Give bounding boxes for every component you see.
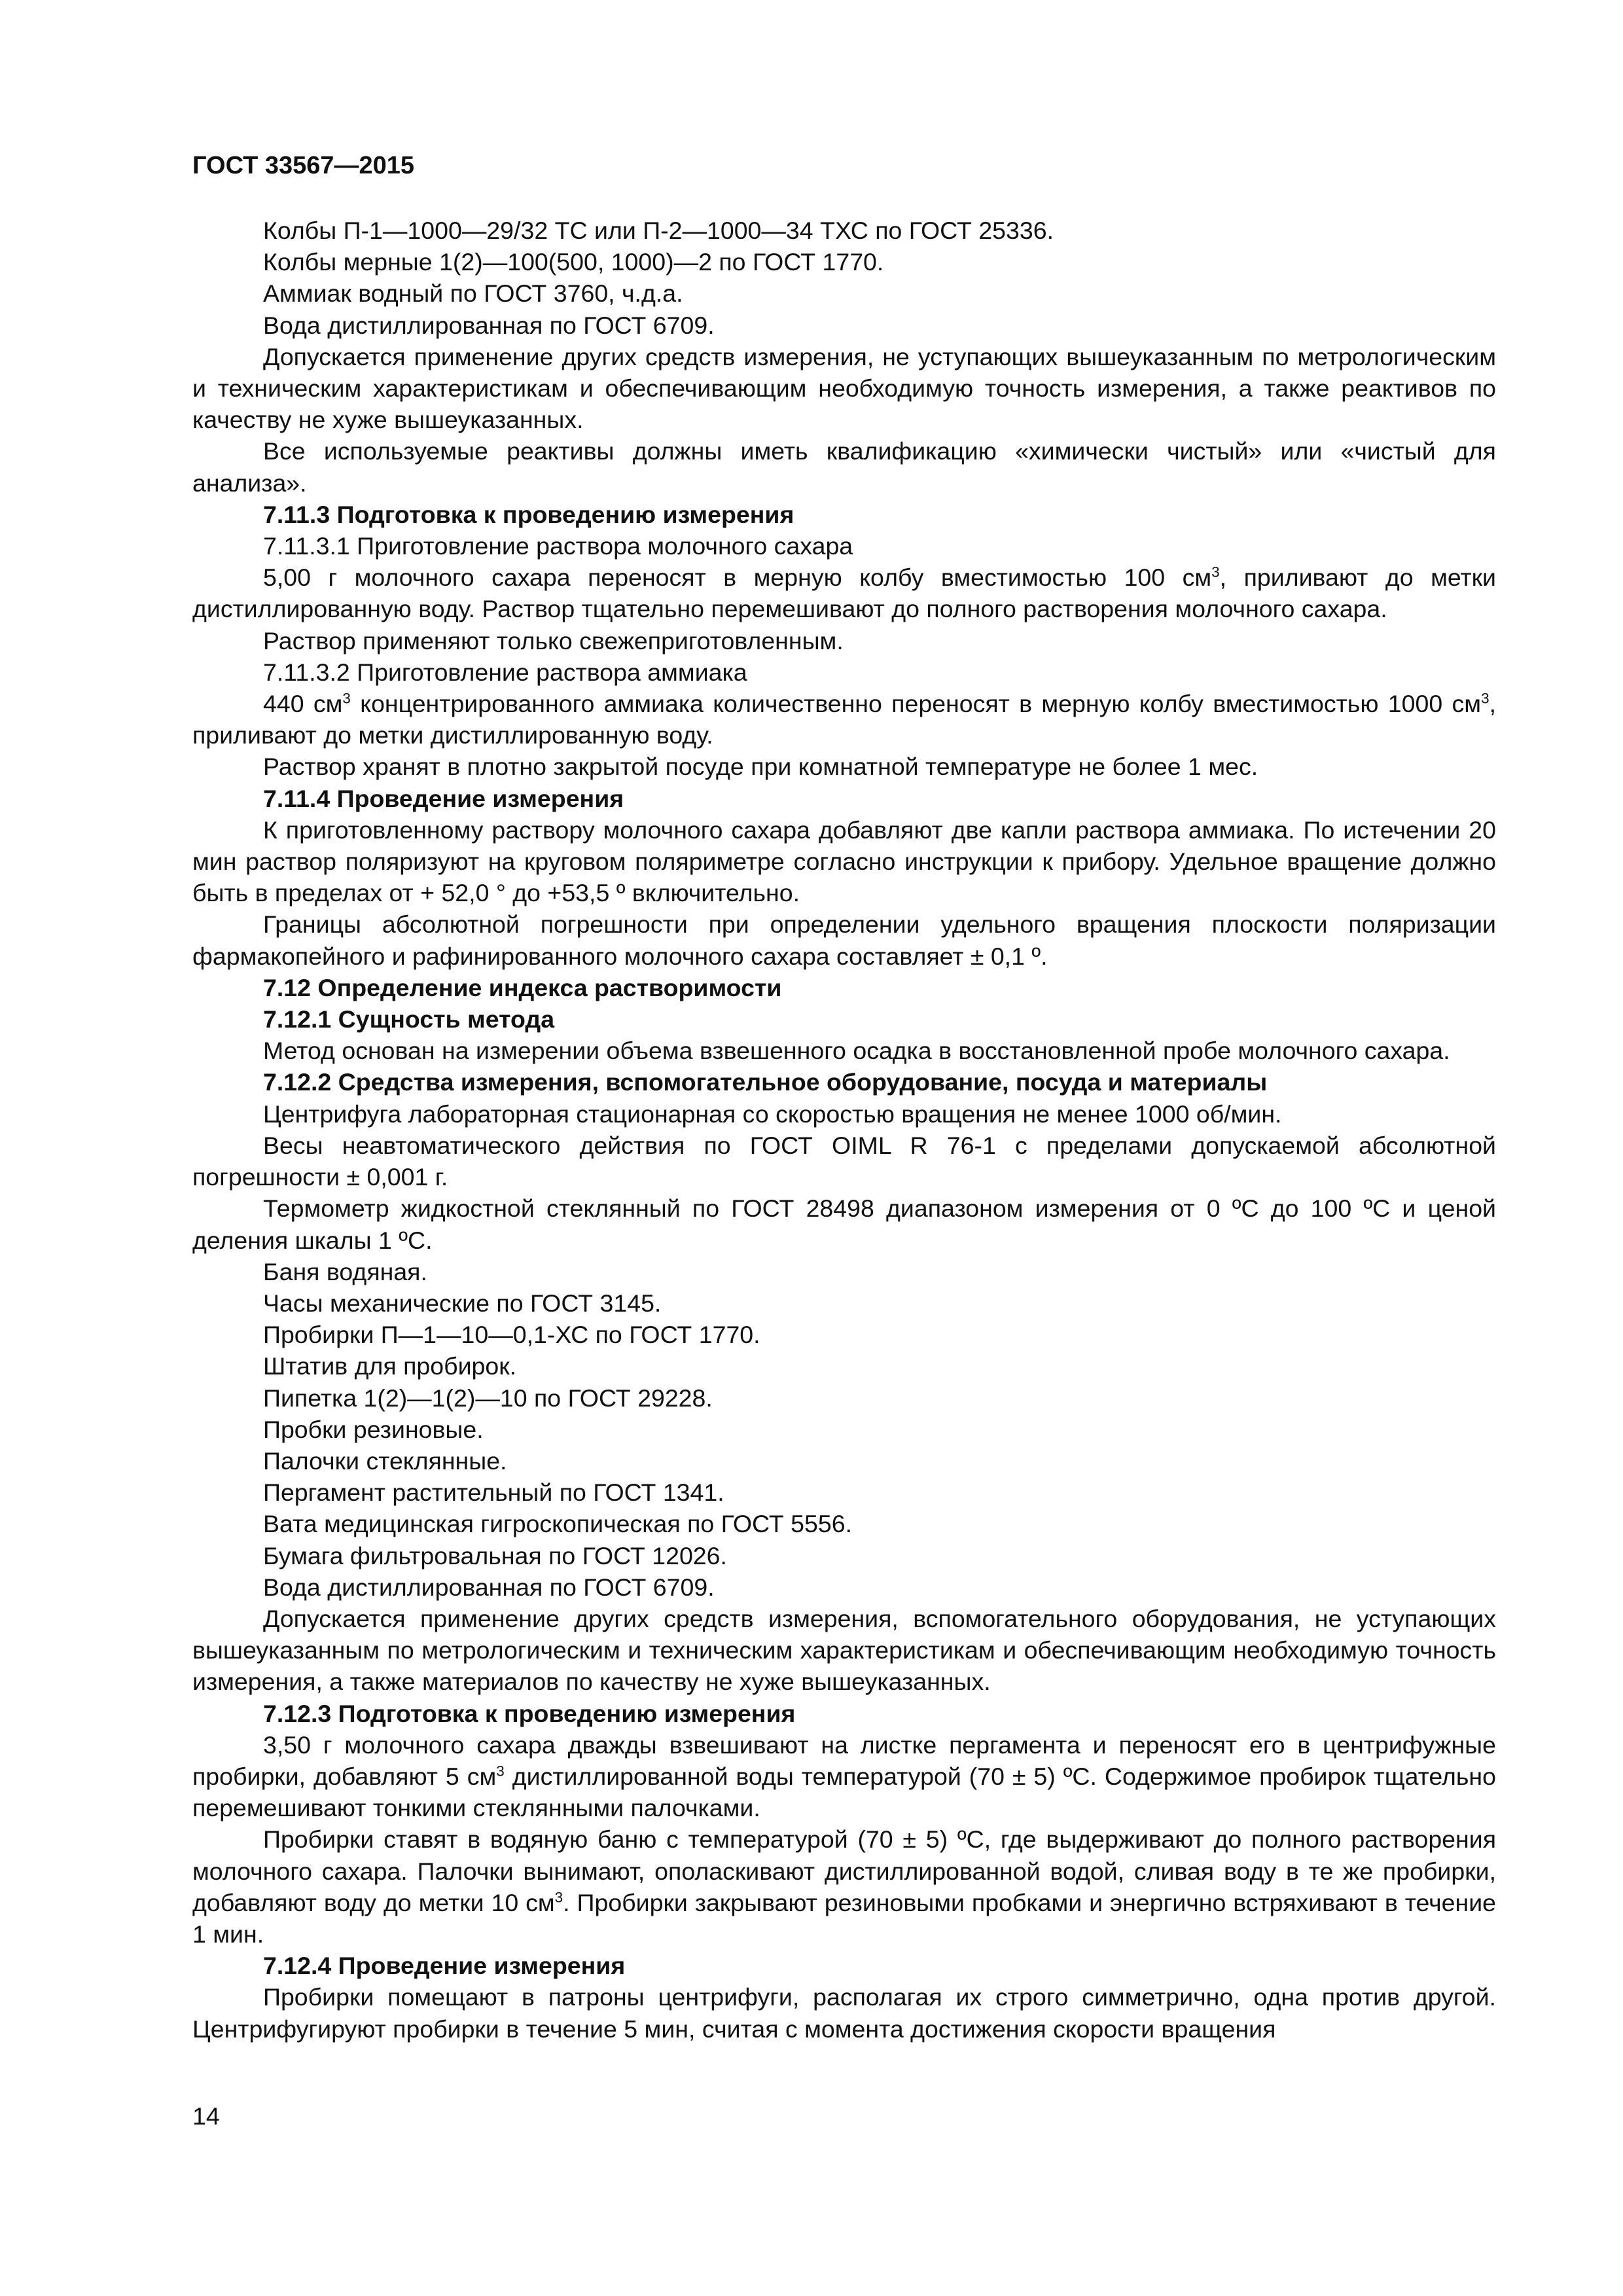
- paragraph: Допускается применение других средств измерения, не уступающих вышеуказанным по метрологическим и техническим характеристикам и обеспечивающим необходимую точность измерения, а также реактивов по качеству не хуже вышеуказанных.: [192, 342, 1496, 434]
- paragraph: Баня водяная.: [263, 1257, 427, 1285]
- superscript: 3: [342, 690, 351, 707]
- paragraph: Бумага фильтровальная по ГОСТ 12026.: [263, 1541, 727, 1570]
- paragraph: Штатив для пробирок.: [263, 1352, 517, 1380]
- text-run: , приливают до метки дистиллированную воду. Раствор тщательно перемешивают до полного растворения молочного сахара.: [192, 564, 1496, 623]
- paragraph: Центрифуга лабораторная стационарная со скоростью вращения не менее 1000 об/мин.: [263, 1100, 1282, 1128]
- paragraph: 7.11.3.2 Приготовление раствора аммиака: [263, 658, 747, 686]
- section-heading: 7.12.2 Средства измерения, вспомогательное оборудование, посуда и материалы: [263, 1068, 1268, 1096]
- paragraph: Вода дистиллированная по ГОСТ 6709.: [263, 311, 715, 339]
- superscript: 3: [554, 1889, 563, 1906]
- superscript: 3: [496, 1763, 505, 1780]
- paragraph: Вода дистиллированная по ГОСТ 6709.: [263, 1573, 715, 1601]
- paragraph: К приготовленному раствору молочного сахара добавляют две капли раствора аммиака. По истечении 20 мин раствор поляризуют на круговом поляриметре согласно инструкции к прибору. Удельное вращение должно быть в пределах от + 52,0 ° до +53,5 º включительно.: [192, 816, 1496, 907]
- section-heading: 7.12 Определение индекса растворимости: [263, 973, 782, 1001]
- paragraph: Метод основан на измерении объема взвешенного осадка в восстановленной пробе молочного сахара.: [263, 1037, 1450, 1065]
- paragraph: Пробирки П—1—10—0,1-ХС по ГОСТ 1770.: [263, 1321, 760, 1349]
- paragraph: Раствор применяют только свежеприготовленным.: [263, 626, 844, 655]
- paragraph: Пипетка 1(2)—1(2)—10 по ГОСТ 29228.: [263, 1384, 713, 1412]
- section-heading: 7.12.1 Сущность метода: [263, 1005, 555, 1033]
- text-run: 440 см: [263, 690, 343, 718]
- paragraph: Границы абсолютной погрешности при определении удельного вращения плоскости поляризации фармакопейного и рафинированного молочного сахара составляет ± 0,1 º.: [192, 910, 1496, 970]
- paragraph: Пробки резиновые.: [263, 1415, 484, 1443]
- paragraph: Колбы мерные 1(2)—100(500, 1000)—2 по ГОСТ 1770.: [263, 248, 884, 276]
- paragraph: Аммиак водный по ГОСТ 3760, ч.д.а.: [263, 279, 683, 308]
- text-run: 5,00 г молочного сахара переносят в мерную колбу вместимостью 100 см: [263, 564, 1212, 592]
- text-run: , приливают до метки дистиллированную воду.: [192, 690, 1496, 749]
- text-run: дистиллированной воды температурой (70 ± 5) ºС. Содержимое пробирок тщательно перемешивают тонкими стеклянными палочками.: [192, 1762, 1496, 1822]
- document-code-header: ГОСТ 33567—2015: [192, 152, 415, 179]
- section-heading: 7.12.3 Подготовка к проведению измерения: [263, 1699, 796, 1727]
- paragraph: Палочки стеклянные.: [263, 1446, 507, 1475]
- paragraph: [192, 688, 1496, 751]
- paragraph: [192, 1823, 1496, 1950]
- text-run: концентрированного аммиака количественно переносят в мерную колбу вместимостью 1000 см: [350, 690, 1482, 718]
- paragraph: Пергамент растительный по ГОСТ 1341.: [263, 1479, 724, 1507]
- paragraph: [192, 1729, 1496, 1824]
- paragraph: Пробирки помещают в патроны центрифуги, располагая их строго симметрично, одна против другой. Центрифугируют пробирки в течение 5 мин, считая с момента достижения скорости вращения: [192, 1983, 1496, 2043]
- section-heading: 7.11.4 Проведение измерения: [263, 784, 624, 812]
- paragraph: Раствор хранят в плотно закрытой посуде при комнатной температуре не более 1 мес.: [263, 753, 1258, 781]
- paragraph: Колбы П-1—1000—29/32 ТС или П-2—1000—34 ТХС по ГОСТ 25336.: [263, 217, 1054, 244]
- text-run: . Пробирки закрывают резиновыми пробками и энергично встряхивают в течение 1 мин.: [192, 1888, 1496, 1948]
- document-body: [192, 215, 1496, 2045]
- paragraph: 7.11.3.1 Приготовление раствора молочного сахара: [263, 532, 853, 560]
- paragraph: Часы механические по ГОСТ 3145.: [263, 1289, 662, 1317]
- paragraph: Допускается применение других средств измерения, вспомогательного оборудования, не уступающих вышеуказанным по метрологическим и техническим характеристикам и обеспечивающим необходимую точность измерения, а также материалов по качеству не хуже вышеуказанных.: [192, 1604, 1496, 1696]
- paragraph: Весы неавтоматического действия по ГОСТ OIML R 76-1 с пределами допускаемой абсолютной погрешности ± 0,001 г.: [192, 1131, 1496, 1191]
- section-heading: 7.12.4 Проведение измерения: [263, 1952, 626, 1980]
- paragraph: [192, 562, 1496, 624]
- page-number: 14: [192, 2102, 220, 2130]
- text-run: Пробирки ставят в водяную баню с температурой (70 ± 5) ºС, где выдерживают до полного растворения молочного сахара. Палочки вынимают, ополаскивают дистиллированной водой, сливая воду в те же пробирки, добавляют воду до метки 10 см: [192, 1825, 1496, 1916]
- paragraph: Все используемые реактивы должны иметь квалификацию «химически чистый» или «чистый для анализа».: [192, 437, 1496, 497]
- text-run: 3,50 г молочного сахара дважды взвешивают на листке пергамента и переносят его в центрифужные пробирки, добавляют 5 см: [192, 1731, 1496, 1790]
- superscript: 3: [1211, 564, 1220, 581]
- paragraph: Термометр жидкостной стеклянный по ГОСТ 28498 диапазоном измерения от 0 ºС до 100 ºС и ценой деления шкалы 1 ºС.: [192, 1194, 1496, 1254]
- paragraph: Вата медицинская гигроскопическая по ГОСТ 5556.: [263, 1510, 853, 1538]
- superscript: 3: [1481, 690, 1489, 707]
- section-heading: 7.11.3 Подготовка к проведению измерения: [263, 500, 794, 528]
